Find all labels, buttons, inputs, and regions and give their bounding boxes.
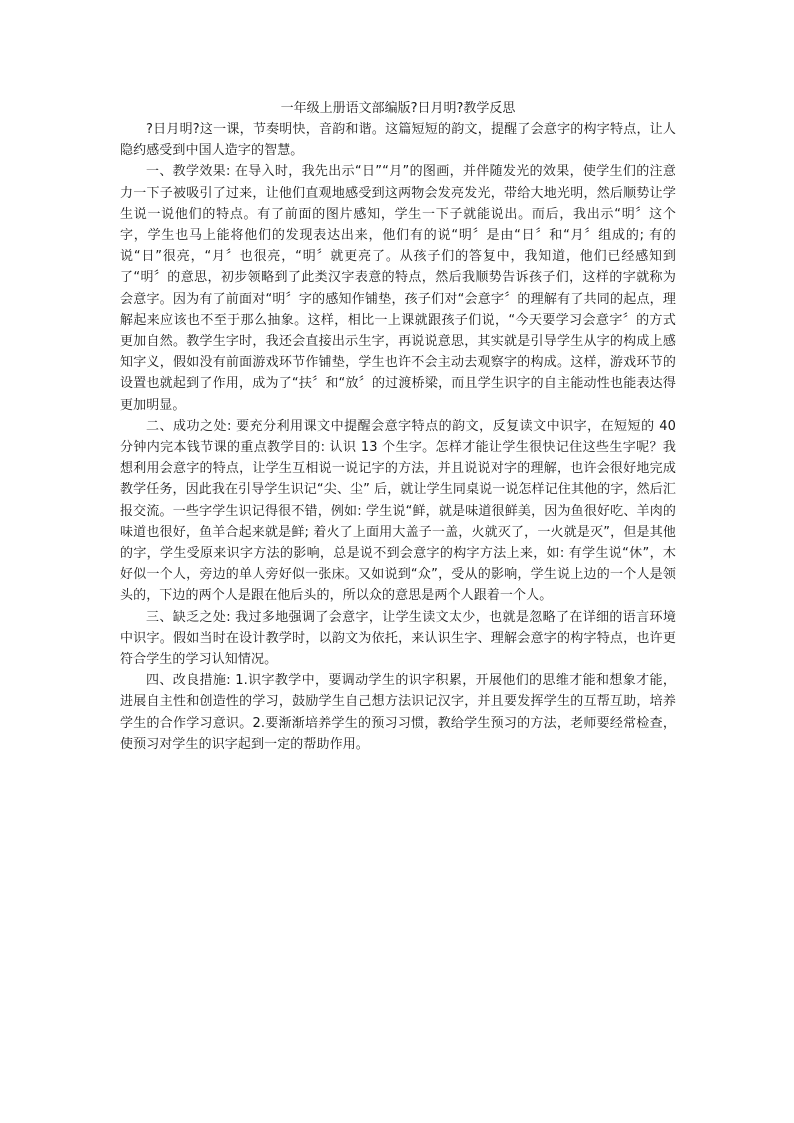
- shortcoming-paragraph: 三、缺乏之处: 我过多地强调了会意字，让学生读文太少，也就是忽略了在详细的语言环境中识字。假如当时在设计教学时，以韵文为依托，来认识生字、理解会意字的构字特点，也许更符合学生的学习认知情况。: [120, 609, 676, 668]
- teaching-effect-paragraph: 一、教学效果: 在导入时，我先出示“日”“月”的图画，并伴随发光的效果，使学生们的注意力一下子被吸引了过来，让他们直观地感受到这两物会发亮发光，带给大地光明，然后顺势让学生说一说他们的特点。有了前面的图片感知，学生一下子就能说出。而后，我出示“明〞这个字，学生也马上能将他们的发现表达出来，他们有的说“明〞是由“日〞和“月〞组成的; 有的说“日”很亮，“月〞也很亮，“明〞就更亮了。从孩子们的答复中，我知道，他们已经感知到了“明〞的意思，初步领略到了此类汉字表意的特点，然后我顺势告诉孩子们，这样的字就称为会意字。因为有了前面对“明〞字的感知作铺垫，孩子们对“会意字〞的理解有了共同的起点，理解起来应该也不至于那么抽象。这样，相比一上课就跟孩子们说，“今天要学习会意字〞的方式更加自然。教学生字时，我还会直接出示生字，再说说意思，其实就是引导学生从字的构成上感知字义，假如没有前面游戏环节作铺垫，学生也许不会主动去观察字的构成。这样，游戏环节的设置也就起到了作用，成为了“扶〞和“放〞的过渡桥梁，而且学生识字的自主能动性也能表达得更加明显。: [120, 164, 676, 413]
- document-page: [120, 98, 676, 755]
- intro-paragraph: ?日月明?这一课，节奏明快，音韵和谐。这篇短短的韵文，提醒了会意字的构字特点，让人隐约感受到中国人造字的智慧。: [120, 122, 676, 159]
- success-paragraph: 二、成功之处: 要充分利用课文中提醒会意字特点的韵文，反复读文中识字，在短短的 40 分钟内完本钱节课的重点教学目的: 认识 13 个生字。怎样才能让学生很快记住这些生字呢？我想利用会意字的特点，让学生互相说一说记字的方法，并且说说对字的理解，也许会很好地完成教学任务，因此我在引导学生识记“尖、尘” 后，就让学生同桌说一说怎样记住其他的字，然后汇报交流。一些字学生识记得很不错，例如: 学生说“鲜，就是味道很鲜美，因为鱼很好吃、羊肉的味道也很好，鱼羊合起来就是鲜; 着火了上面用大盖子一盖，火就灭了，一火就是灭”，但是其他的字，学生受原来识字方法的影响，总是说不到会意字的构字方法上来，如: 有学生说“休”，木好似一个人，旁边的单人旁好似一张床。又如说到“众”，受从的影响，学生说上边的一个人是领头的，下边的两个人是跟在他后头的，所以众的意思是两个人跟着一个人。: [120, 418, 676, 604]
- improvement-paragraph: 四、改良措施: 1.识字教学中，要调动学生的识字积累，开展他们的思维才能和想象才能，进展自主性和创造性的学习，鼓励学生自己想方法识记汉字，并且要发挥学生的互帮互助，培养学生的合作学习意识。2.要渐渐培养学生的预习习惯，教给学生预习的方法，老师要经常检查，使预习对学生的识字起到一定的帮助作用。: [120, 673, 676, 752]
- document-title: 一年级上册语文部编版?日月明?教学反思: [280, 101, 516, 116]
